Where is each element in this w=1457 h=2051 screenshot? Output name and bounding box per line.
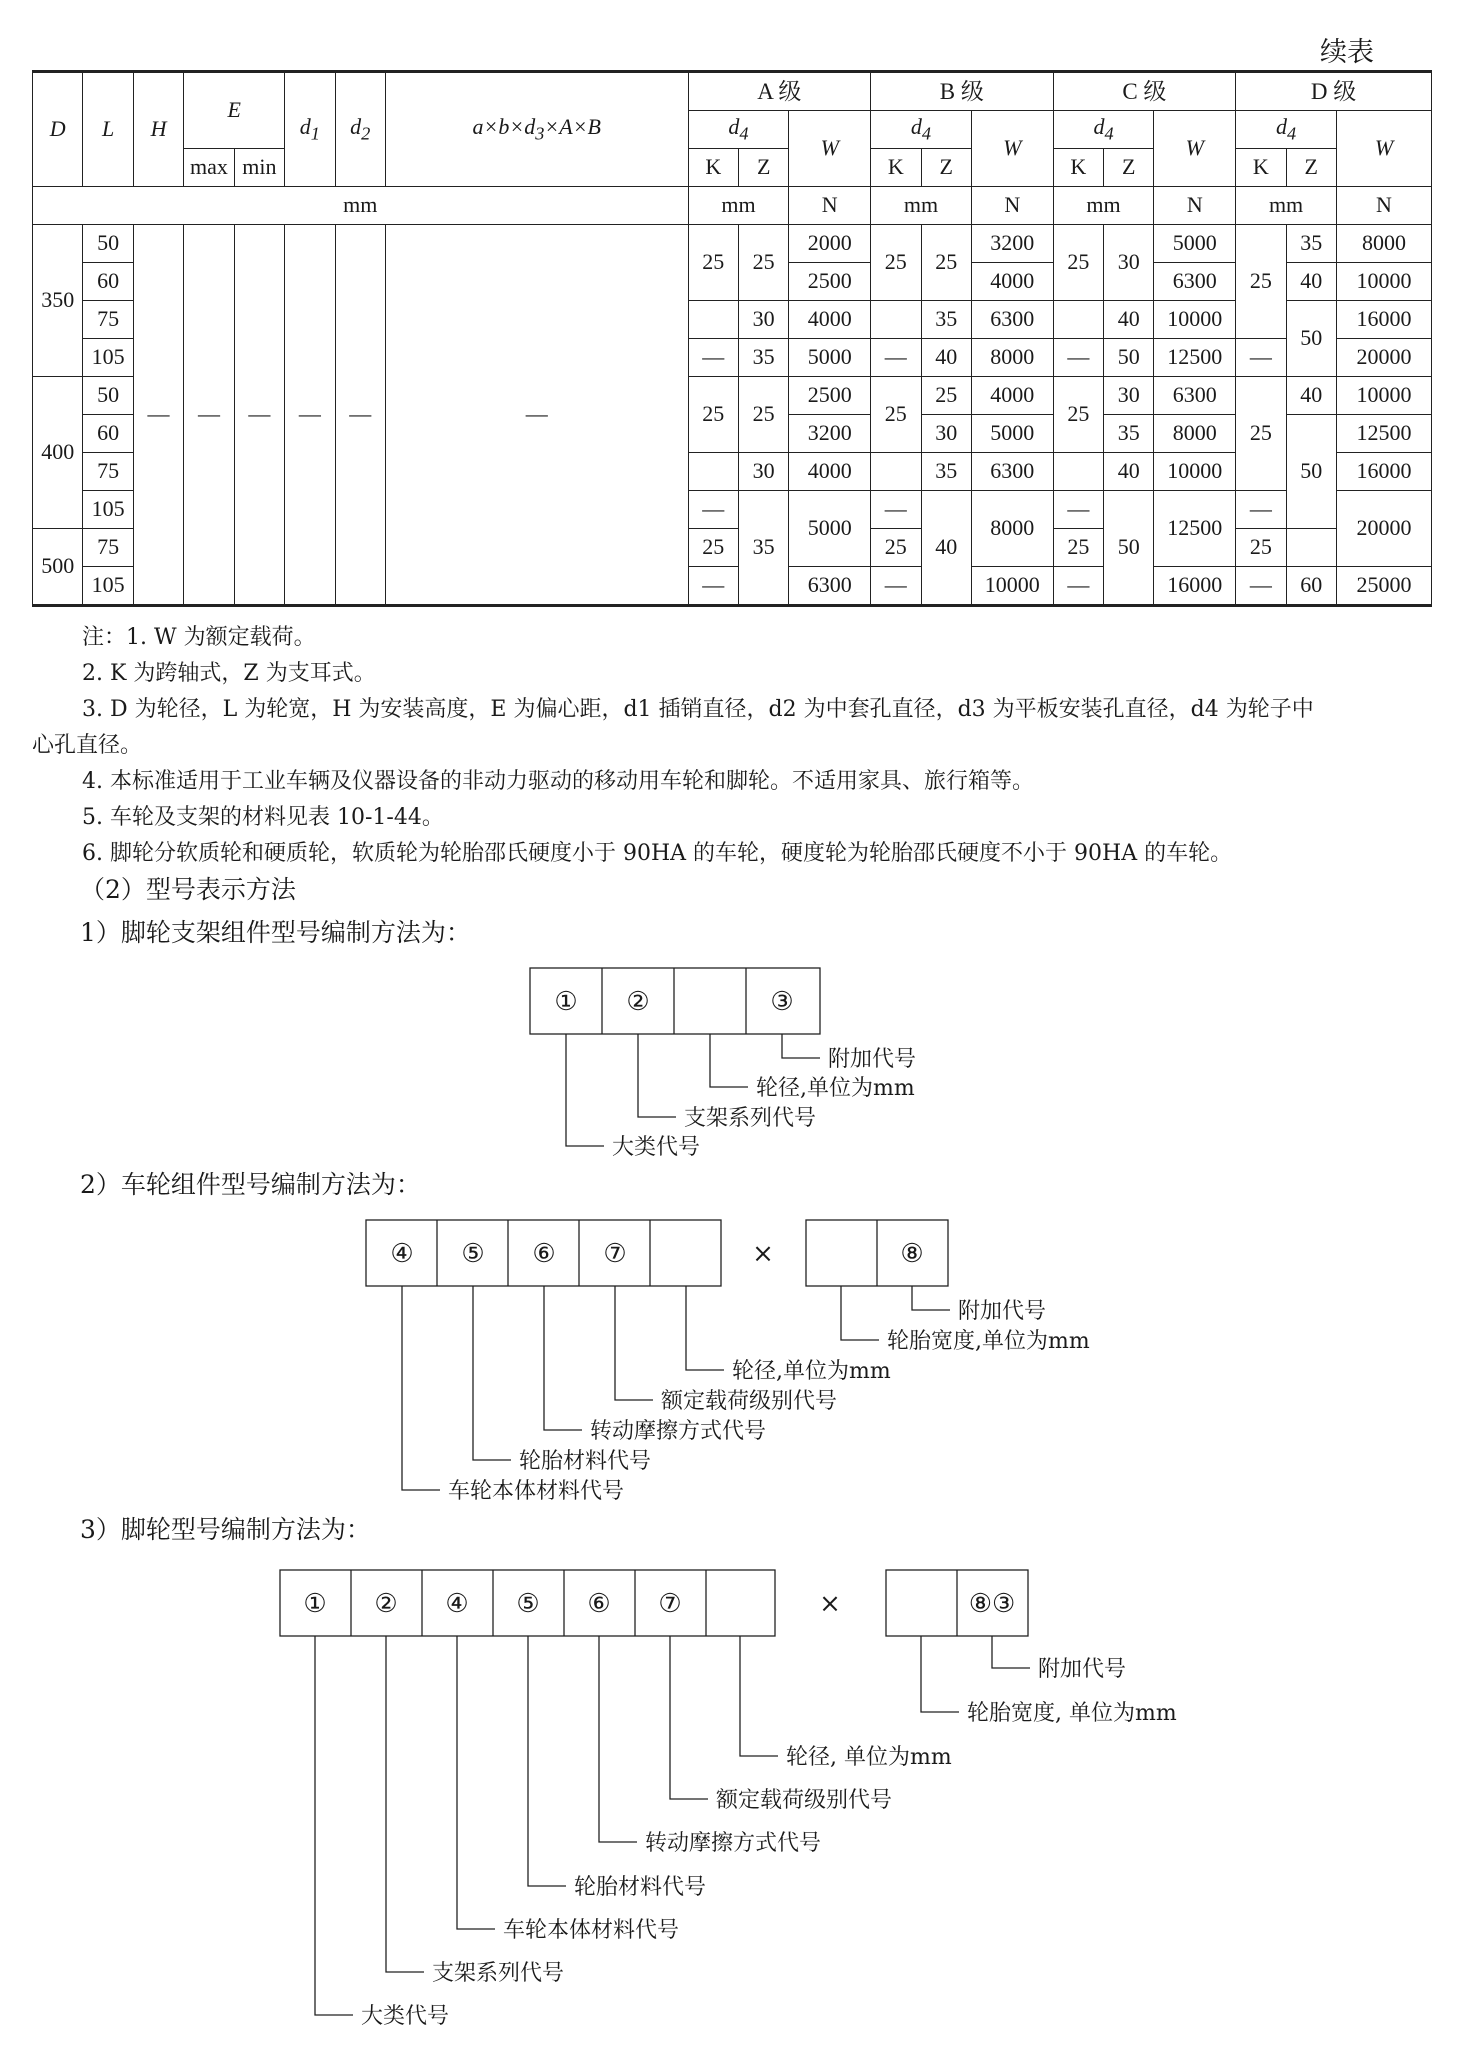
diagram3-label-2: 轮胎宽度, 单位为mm: [967, 1701, 1177, 1726]
cell-d-k: —: [1236, 491, 1286, 529]
diagram1-box-4: ③: [770, 987, 794, 1017]
header-D: D: [33, 72, 83, 187]
cell-d1: —: [285, 225, 335, 606]
cell-d-z: 60: [1286, 567, 1336, 606]
cell-c-k: —: [1053, 491, 1103, 529]
diagram3-label-8: 支架系列代号: [432, 1961, 565, 1986]
unit-N: N: [1336, 187, 1431, 225]
header-Z: Z: [921, 149, 971, 187]
header-E: E: [184, 72, 285, 149]
note-line: 6. 脚轮分软质轮和硬质轮，软质轮为轮胎邵氏硬度小于 90HA 的车轮，硬度轮为轮胎邵氏硬度不小于 90HA 的车轮。: [82, 841, 1233, 866]
cell-d-w: 20000: [1336, 339, 1431, 377]
cell-c-w: 16000: [1154, 567, 1236, 606]
cell-a-w: 5000: [789, 339, 871, 377]
cell-a-z: 30: [738, 453, 788, 491]
unit-mm: mm: [1053, 187, 1154, 225]
header-Z: Z: [1104, 149, 1154, 187]
header-Z: Z: [738, 149, 788, 187]
cell-a-w: 2000: [789, 225, 871, 263]
cell-b-k: 25: [871, 377, 921, 453]
header-d4: $d_4$: [1053, 111, 1154, 149]
diagram1-box-1: ①: [554, 987, 578, 1017]
cell-a-w: 4000: [789, 301, 871, 339]
cell-b-k: —: [871, 567, 921, 606]
cell-b-w: 6300: [971, 453, 1053, 491]
cell-d-k: 25: [1236, 377, 1286, 491]
cell-b-z: 40: [921, 339, 971, 377]
cell-E-max: —: [184, 225, 234, 606]
note-line: 心孔直径。: [32, 733, 143, 758]
diagram2-box-7: ⑧: [900, 1239, 924, 1269]
cell-b-z: 30: [921, 415, 971, 453]
cell-b-k: 25: [871, 225, 921, 301]
cell-b-k: 25: [871, 529, 921, 567]
cell-d-z: 40: [1286, 377, 1336, 415]
diagram3-label-1: 附加代号: [1038, 1657, 1127, 1682]
cell-d-w: 12500: [1336, 415, 1431, 453]
cell-b-z: 35: [921, 453, 971, 491]
cell-c-k: 25: [1053, 529, 1103, 567]
cell-a-z: 35: [738, 491, 788, 606]
cell-L: 105: [83, 491, 133, 529]
cell-a-w: 4000: [789, 453, 871, 491]
cell-a-k: 25: [688, 377, 738, 453]
cell-a-k: —: [688, 491, 738, 529]
cell-b-z: 40: [921, 491, 971, 606]
cell-b-k: —: [871, 491, 921, 529]
cell-c-k: 25: [1053, 225, 1103, 301]
cell-d-z: 50: [1286, 415, 1336, 529]
cell-H: —: [133, 225, 183, 606]
diagram3-label-7: 车轮本体材料代号: [503, 1918, 680, 1943]
cell-a-k: —: [688, 567, 738, 606]
diagram3-box-2: ②: [374, 1589, 398, 1619]
diagram3-label-5: 转动摩擦方式代号: [645, 1831, 822, 1856]
header-K: K: [871, 149, 921, 187]
header-axb: $a\times b\times d_3\times A\times B$: [385, 72, 688, 187]
diagram3-label-3: 轮径, 单位为mm: [786, 1745, 952, 1770]
header-W: W: [789, 111, 871, 187]
cell-L: 60: [83, 263, 133, 301]
unit-mm: mm: [33, 187, 689, 225]
cell-d-w: 16000: [1336, 301, 1431, 339]
cell-d-w: 20000: [1336, 491, 1431, 567]
cell-d-k: 25: [1236, 225, 1286, 339]
cell-c-k: 25: [1053, 377, 1103, 453]
diagram1-label-2: 轮径,单位为mm: [756, 1076, 915, 1101]
cell-c-z: 35: [1104, 415, 1154, 453]
cell-D: 350: [33, 225, 83, 377]
cell-b-k: —: [871, 339, 921, 377]
header-Z: Z: [1286, 149, 1336, 187]
diagram1-box-2: ②: [626, 987, 650, 1017]
diagram2-box-1: ④: [390, 1239, 414, 1269]
diagram2-label-2: 轮胎宽度,单位为mm: [887, 1329, 1090, 1354]
diagram3-box-5: ⑥: [587, 1589, 611, 1619]
header-L: L: [83, 72, 133, 187]
header-min: min: [234, 149, 284, 187]
diagram3-box-9: ⑧③: [968, 1589, 1016, 1619]
section-title: （2）型号表示方法: [80, 875, 296, 904]
cell-b-w: 5000: [971, 415, 1053, 453]
cell-c-w: 6300: [1154, 263, 1236, 301]
diagram1-label-4: 大类代号: [612, 1135, 701, 1160]
diagram2-label-6: 轮胎材料代号: [519, 1449, 652, 1474]
cell-d-z: 50: [1286, 301, 1336, 377]
cell-d-w: 8000: [1336, 225, 1431, 263]
header-H: H: [133, 72, 183, 187]
cell-d-k: —: [1236, 339, 1286, 377]
cell-a-k: 25: [688, 529, 738, 567]
cell-D: 500: [33, 529, 83, 606]
cell-d2: —: [335, 225, 385, 606]
cell-b-w: 4000: [971, 263, 1053, 301]
header-grade-a: A 级: [688, 72, 871, 111]
diagram3-label-4: 额定载荷级别代号: [716, 1788, 893, 1813]
cell-L: 75: [83, 301, 133, 339]
continued-label: 续表: [1320, 37, 1374, 68]
cell-D: 400: [33, 377, 83, 529]
header-d4: $d_4$: [871, 111, 972, 149]
cell-a-z: 25: [738, 377, 788, 453]
diagram3-times: ×: [819, 1589, 841, 1619]
diagram2-label-4: 额定载荷级别代号: [661, 1389, 838, 1414]
cell-a-w: 2500: [789, 377, 871, 415]
cell-d-k: —: [1236, 567, 1286, 606]
diagram2-title: 2）车轮组件型号编制方法为：: [80, 1170, 421, 1199]
unit-mm: mm: [871, 187, 972, 225]
cell-a-z: 35: [738, 339, 788, 377]
cell-c-w: 6300: [1154, 377, 1236, 415]
header-W: W: [1336, 111, 1431, 187]
header-grade-c: C 级: [1053, 72, 1236, 111]
cell-d-w: 25000: [1336, 567, 1431, 606]
diagram2-label-5: 转动摩擦方式代号: [590, 1419, 767, 1444]
unit-mm: mm: [688, 187, 789, 225]
diagram1-label-3: 支架系列代号: [684, 1106, 817, 1131]
note-line: 5. 车轮及支架的材料见表 10-1-44。: [82, 805, 444, 830]
cell-c-z: 40: [1104, 301, 1154, 339]
note-line: 2. K 为跨轴式，Z 为支耳式。: [82, 661, 376, 686]
cell-L: 75: [83, 453, 133, 491]
cell-axb: —: [385, 225, 688, 606]
cell-b-w: 6300: [971, 301, 1053, 339]
header-d4: $d_4$: [688, 111, 789, 149]
cell-L: 105: [83, 339, 133, 377]
cell-c-w: 12500: [1154, 339, 1236, 377]
cell-d-w: 16000: [1336, 453, 1431, 491]
diagram2-box-2: ⑤: [461, 1239, 485, 1269]
cell-a-z: 25: [738, 225, 788, 301]
cell-c-w: 8000: [1154, 415, 1236, 453]
header-d2: $d_2$: [335, 72, 385, 187]
cell-d-z: 35: [1286, 225, 1336, 263]
cell-b-w: 4000: [971, 377, 1053, 415]
header-max: max: [184, 149, 234, 187]
diagram2-label-7: 车轮本体材料代号: [448, 1479, 625, 1504]
cell-c-k: —: [1053, 339, 1103, 377]
cell-d-z: 40: [1286, 263, 1336, 301]
header-K: K: [1053, 149, 1103, 187]
diagram3-label-9: 大类代号: [361, 2004, 450, 2029]
cell-c-w: 10000: [1154, 301, 1236, 339]
cell-b-w: 8000: [971, 491, 1053, 567]
cell-d-k: 25: [1236, 529, 1286, 567]
diagram3-box-6: ⑦: [658, 1589, 682, 1619]
header-K: K: [688, 149, 738, 187]
unit-N: N: [971, 187, 1053, 225]
diagram2-label-1: 附加代号: [958, 1299, 1047, 1324]
header-grade-d: D 级: [1236, 72, 1432, 111]
cell-L: 105: [83, 567, 133, 606]
diagram2-label-3: 轮径,单位为mm: [732, 1359, 891, 1384]
diagram2-box-3: ⑥: [532, 1239, 556, 1269]
unit-N: N: [1154, 187, 1236, 225]
cell-a-k: —: [688, 339, 738, 377]
cell-d-w: 10000: [1336, 377, 1431, 415]
cell-c-z: 40: [1104, 453, 1154, 491]
diagram3-box-1: ①: [303, 1589, 327, 1619]
diagram3-box-3: ④: [445, 1589, 469, 1619]
cell-b-z: 35: [921, 301, 971, 339]
cell-L: 50: [83, 225, 133, 263]
cell-b-z: 25: [921, 377, 971, 415]
note-line: 4. 本标准适用于工业车辆及仪器设备的非动力驱动的移动用车轮和脚轮。不适用家具、旅行箱等。: [82, 769, 1034, 794]
diagram2-box-4: ⑦: [603, 1239, 627, 1269]
header-W: W: [1154, 111, 1236, 187]
cell-L: 75: [83, 529, 133, 567]
cell-c-z: 30: [1104, 377, 1154, 415]
diagram1-label-1: 附加代号: [828, 1047, 917, 1072]
unit-mm: mm: [1236, 187, 1337, 225]
cell-c-w: 10000: [1154, 453, 1236, 491]
cell-a-w: 3200: [789, 415, 871, 453]
cell-c-z: 50: [1104, 339, 1154, 377]
cell-b-z: 25: [921, 225, 971, 301]
cell-c-z: 50: [1104, 491, 1154, 606]
cell-c-w: 5000: [1154, 225, 1236, 263]
cell-L: 50: [83, 377, 133, 415]
diagram1-title: 1）脚轮支架组件型号编制方法为：: [80, 918, 471, 947]
note-line: 3. D 为轮径，L 为轮宽，H 为安装高度，E 为偏心距，d1 插销直径，d2 为中套孔直径，d3 为平板安装孔直径，d4 为轮子中: [82, 697, 1314, 722]
cell-b-w: 3200: [971, 225, 1053, 263]
cell-b-w: 8000: [971, 339, 1053, 377]
cell-E-min: —: [234, 225, 284, 606]
cell-a-z: 30: [738, 301, 788, 339]
unit-N: N: [789, 187, 871, 225]
cell-a-w: 5000: [789, 491, 871, 567]
header-W: W: [971, 111, 1053, 187]
cell-a-w: 6300: [789, 567, 871, 606]
diagram3-box-4: ⑤: [516, 1589, 540, 1619]
header-K: K: [1236, 149, 1286, 187]
header-grade-b: B 级: [871, 72, 1054, 111]
diagram3-title: 3）脚轮型号编制方法为：: [80, 1515, 371, 1544]
cell-c-k: —: [1053, 567, 1103, 606]
cell-c-z: 30: [1104, 225, 1154, 301]
note-line: 注：1. W 为额定载荷。: [82, 625, 316, 650]
cell-a-k: 25: [688, 225, 738, 301]
cell-c-w: 12500: [1154, 491, 1236, 567]
cell-L: 60: [83, 415, 133, 453]
diagram2-times: ×: [752, 1239, 774, 1269]
cell-d-w: 10000: [1336, 263, 1431, 301]
header-d1: $d_1$: [285, 72, 335, 187]
diagram3-label-6: 轮胎材料代号: [574, 1875, 707, 1900]
cell-b-w: 10000: [971, 567, 1053, 606]
cell-a-w: 2500: [789, 263, 871, 301]
header-d4: $d_4$: [1236, 111, 1337, 149]
